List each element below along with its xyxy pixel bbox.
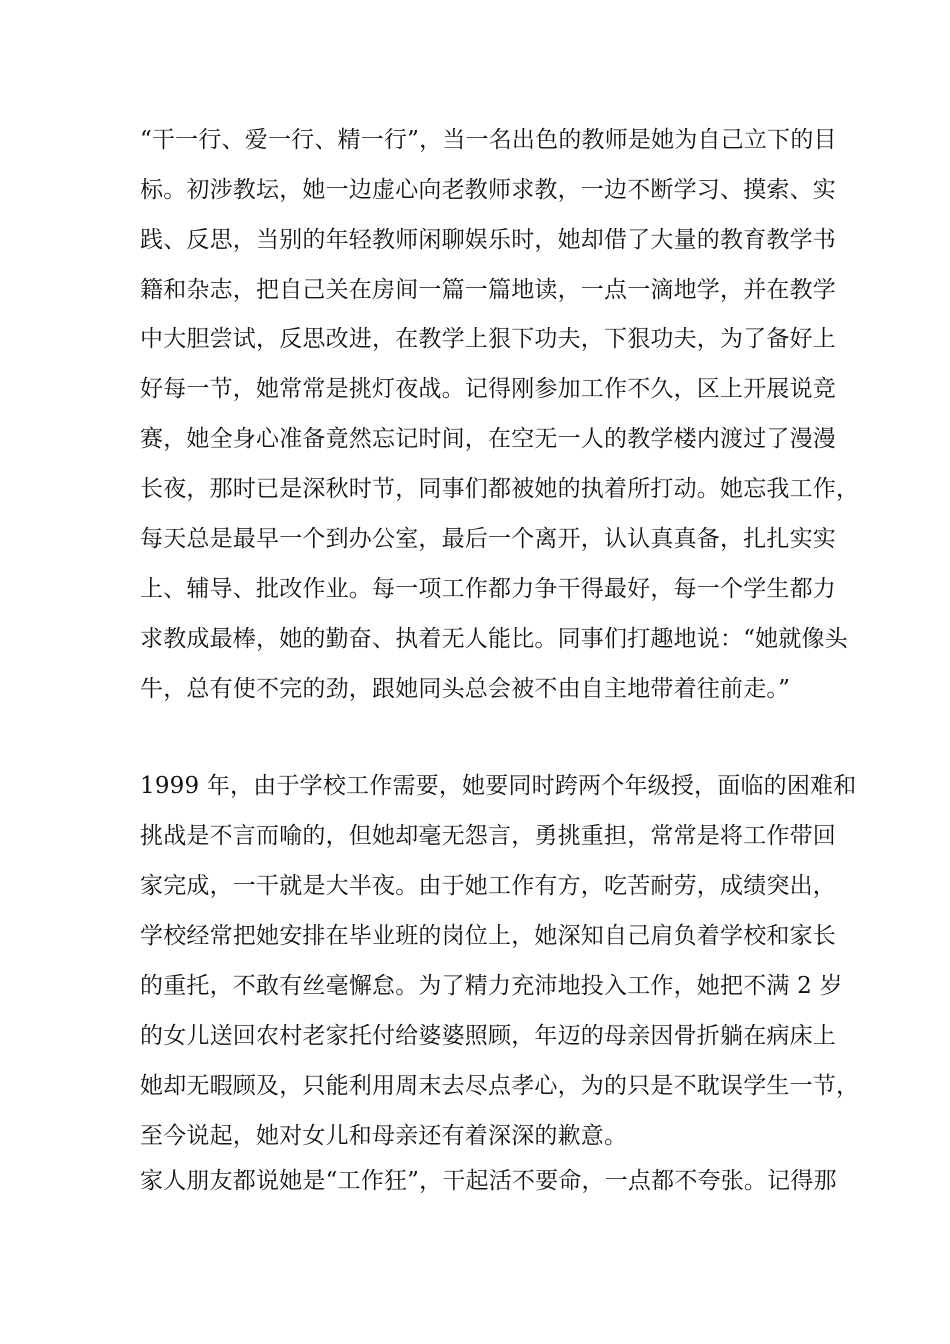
- text-line: 中大胆尝试，反思改进，在教学上狠下功夫，下狠功夫，为了备好上: [140, 326, 836, 352]
- text-line: 求教成最棒，她的勤奋、执着无人能比。同事们打趣地说：“她就像头: [140, 626, 848, 652]
- text-line: 好每一节，她常常是挑灯夜战。记得刚参加工作不久，区上开展说竞: [140, 376, 836, 402]
- text-line: 她却无暇顾及，只能利用周末去尽点孝心，为的只是不耽误学生一节，: [140, 1073, 860, 1099]
- text-line: 标。初涉教坛，她一边虚心向老教师求教，一边不断学习、摸索、实: [140, 177, 836, 203]
- text-line: 上、辅导、批改作业。每一项工作都力争干得最好，每一个学生都力: [140, 576, 836, 602]
- text-line: 家人朋友都说她是“工作狂”，干起活不要命，一点都不夸张。记得那: [140, 1168, 837, 1194]
- text-line: 赛，她全身心准备竟然忘记时间，在空无一人的教学楼内渡过了漫漫: [140, 426, 836, 452]
- text-line: 长夜，那时已是深秋时节，同事们都被她的执着所打动。她忘我工作，: [140, 476, 860, 502]
- text-line: 的重托，不敢有丝毫懈怠。为了精力充沛地投入工作，她把不满 2 岁: [140, 973, 843, 999]
- text-line: 学校经常把她安排在毕业班的岗位上，她深知自己肩负着学校和家长: [140, 923, 836, 949]
- text-line: 每天总是最早一个到办公室，最后一个离开，认认真真备，扎扎实实: [140, 526, 836, 552]
- text-line: 挑战是不言而喻的，但她却毫无怨言，勇挑重担，常常是将工作带回: [140, 823, 836, 849]
- text-line: 家完成，一干就是大半夜。由于她工作有方，吃苦耐劳，成绩突出，: [140, 873, 836, 899]
- text-line: 牛，总有使不完的劲，跟她同头总会被不由自主地带着往前走。”: [140, 676, 791, 702]
- text-line: 至今说起，她对女儿和母亲还有着深深的歉意。: [140, 1123, 628, 1149]
- text-line: 的女儿送回农村老家托付给婆婆照顾，年迈的母亲因骨折躺在病床上: [140, 1023, 836, 1049]
- text-line: 籍和杂志，把自己关在房间一篇一篇地读，一点一滴地学，并在教学: [140, 277, 836, 303]
- text-line: “干一行、爱一行、精一行”，当一名出色的教师是她为自己立下的目: [140, 127, 837, 153]
- text-line: 1999 年，由于学校工作需要，她要同时跨两个年级授，面临的困难和: [140, 773, 857, 799]
- text-line: 践、反思，当别的年轻教师闲聊娱乐时，她却借了大量的教育教学书: [140, 227, 836, 253]
